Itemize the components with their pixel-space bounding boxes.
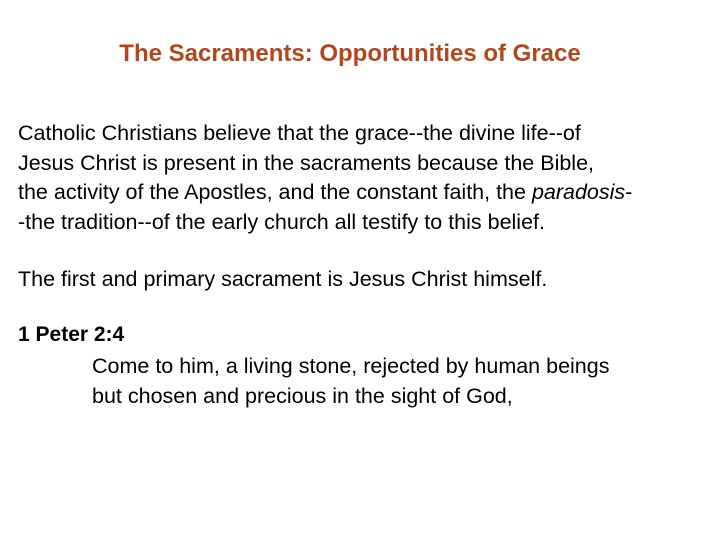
intro-line-4: -the tradition--of the early church all testify to this belief. [18, 209, 545, 234]
paradosis-term: paradosis [531, 180, 626, 204]
primary-sacrament-paragraph: The first and primary sacrament is Jesus Christ himself. [18, 267, 548, 291]
quote-line-2: but chosen and precious in the sight of God, [92, 383, 513, 408]
intro-line-3 [18, 178, 708, 208]
slide-title: The Sacraments: Opportunities of Grace [119, 40, 581, 67]
scripture-reference: 1 Peter 2:4 [18, 323, 125, 346]
quote-line-1: Come to him, a living stone, rejected by human beings [92, 354, 610, 378]
intro-line-3-hyphen: - [625, 180, 633, 204]
intro-paragraph [18, 119, 708, 237]
scripture-quote [92, 352, 712, 411]
intro-line-3-text: the activity of the Apostles, and the constant faith, the [18, 180, 532, 204]
intro-line-2: Jesus Christ is present in the sacraments because the Bible, [18, 150, 595, 175]
intro-line-1: Catholic Christians believe that the grace--the divine life--of [18, 121, 581, 145]
